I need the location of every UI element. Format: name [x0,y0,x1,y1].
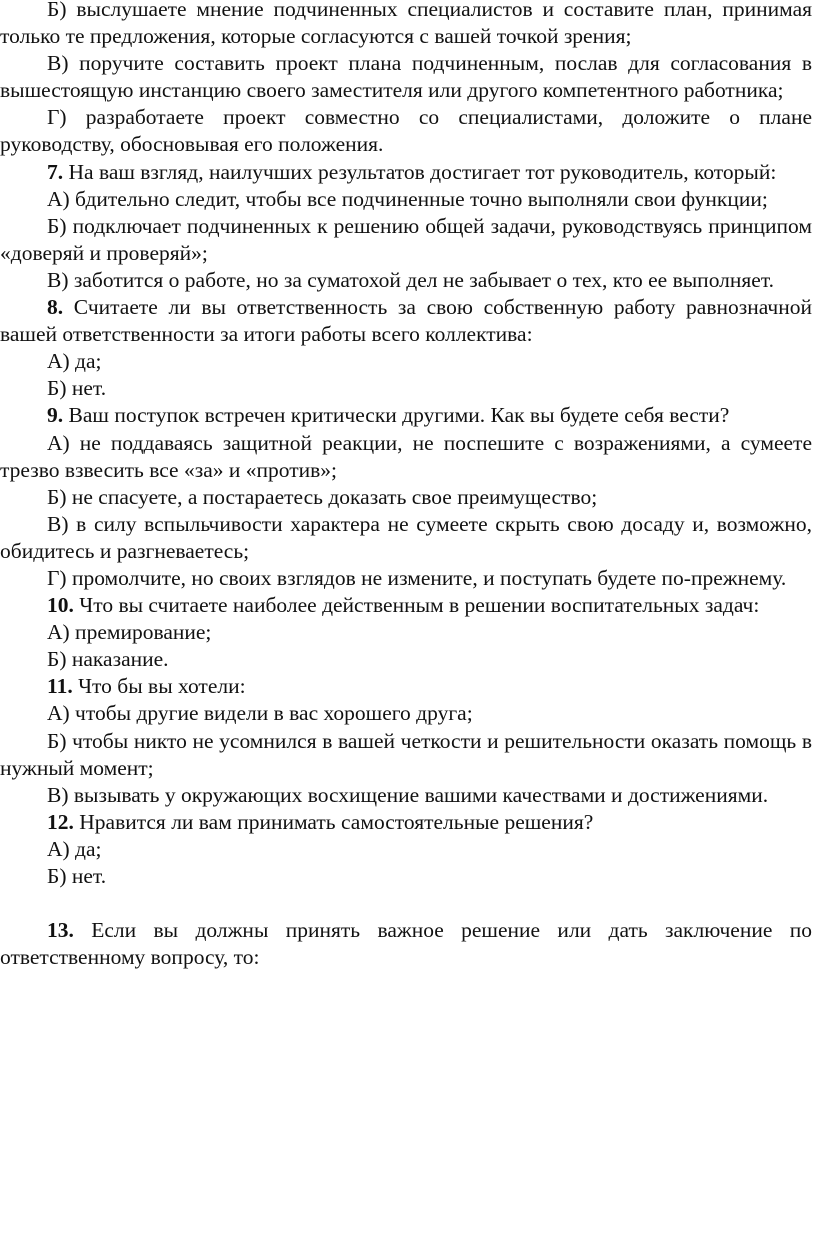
q8-option-b: Б) нет. [47,376,107,401]
q13-text: Если вы должны принять важное решение или дать заключение по ответственному вопросу, то: [0,918,812,970]
q11-question [0,673,812,700]
q11-option-b: Б) чтобы никто не усомнился в вашей четкости и решительности оказать помощь в нужный момент; [0,728,812,780]
q10-question [0,592,812,619]
q11-option-v: В) вызывать у окружающих восхищение вашими качествами и достижениями. [47,782,769,807]
q7-option-b: Б) подключает подчиненных к решению общей задачи, руководствуясь принципом «доверяй и проверяй»; [0,213,812,265]
q6-option-v: В) поручите составить проект плана подчиненным, послав для согласования в вышестоящую инстанцию своего заместителя или другого компетентного работника; [0,51,812,103]
q10-option-a: А) премирование; [47,620,212,645]
q9-option-b: Б) не спасуете, а постараетесь доказать свое преимущество; [47,484,598,509]
q12-option-a: А) да; [47,836,102,861]
q12-text: Нравится ли вам принимать самостоятельные решения? [73,809,594,834]
q9-number: 9. [47,403,64,428]
q8-question [0,294,812,348]
q7-number: 7. [47,159,64,184]
q10-option-b: Б) наказание. [47,647,169,672]
q12-option-b: Б) нет. [47,864,107,888]
q13-number: 13. [47,918,74,943]
q12-number: 12. [47,809,74,834]
q11-option-a: А) чтобы другие видели в вас хорошего друга; [47,701,473,726]
q11-number: 11. [47,674,73,699]
q9-option-g: Г) промолчите, но своих взглядов не измените, и поступать будете по-прежнему. [47,565,787,590]
q7-option-v: В) заботится о работе, но за суматохой дел не забывает о тех, кто ее выполняет. [47,267,774,292]
q9-option-a: А) не поддаваясь защитной реакции, не поспешите с возражениями, а сумеете трезво взвесить все «за» и «против»; [0,430,812,482]
q8-text: Считаете ли вы ответственность за свою собственную работу равнозначной вашей ответственности за итоги работы всего коллектива: [0,295,812,347]
q9-text: Ваш поступок встречен критически другими. Как вы будете себя вести? [63,403,730,428]
q6-option-g: Г) разработаете проект совместно со специалистами, доложите о плане руководству, обосновывая его положения. [0,105,812,157]
q8-option-a: А) да; [47,349,102,374]
q9-question [0,402,812,429]
q11-text: Что бы вы хотели: [72,674,246,699]
q13-question [0,917,812,971]
q9-option-v: В) в силу вспыльчивости характера не сумеете скрыть свою досаду и, возможно, обидитесь и разгневаетесь; [0,511,812,563]
q6-option-b: Б) выслушаете мнение подчиненных специалистов и составите план, принимая только те предложения, которые согласуются с вашей точкой зрения; [0,0,812,49]
q7-question [0,159,812,186]
q10-number: 10. [47,593,74,618]
q12-question [0,809,812,836]
paragraph-gap [0,890,812,917]
q7-text: На ваш взгляд, наилучших результатов достигает тот руководитель, который: [63,159,777,184]
q7-option-a: А) бдительно следит, чтобы все подчиненные точно выполняли свои функции; [47,186,768,211]
q10-text: Что вы считаете наиболее действенным в решении воспитательных задач: [73,593,760,618]
q8-number: 8. [47,295,64,320]
